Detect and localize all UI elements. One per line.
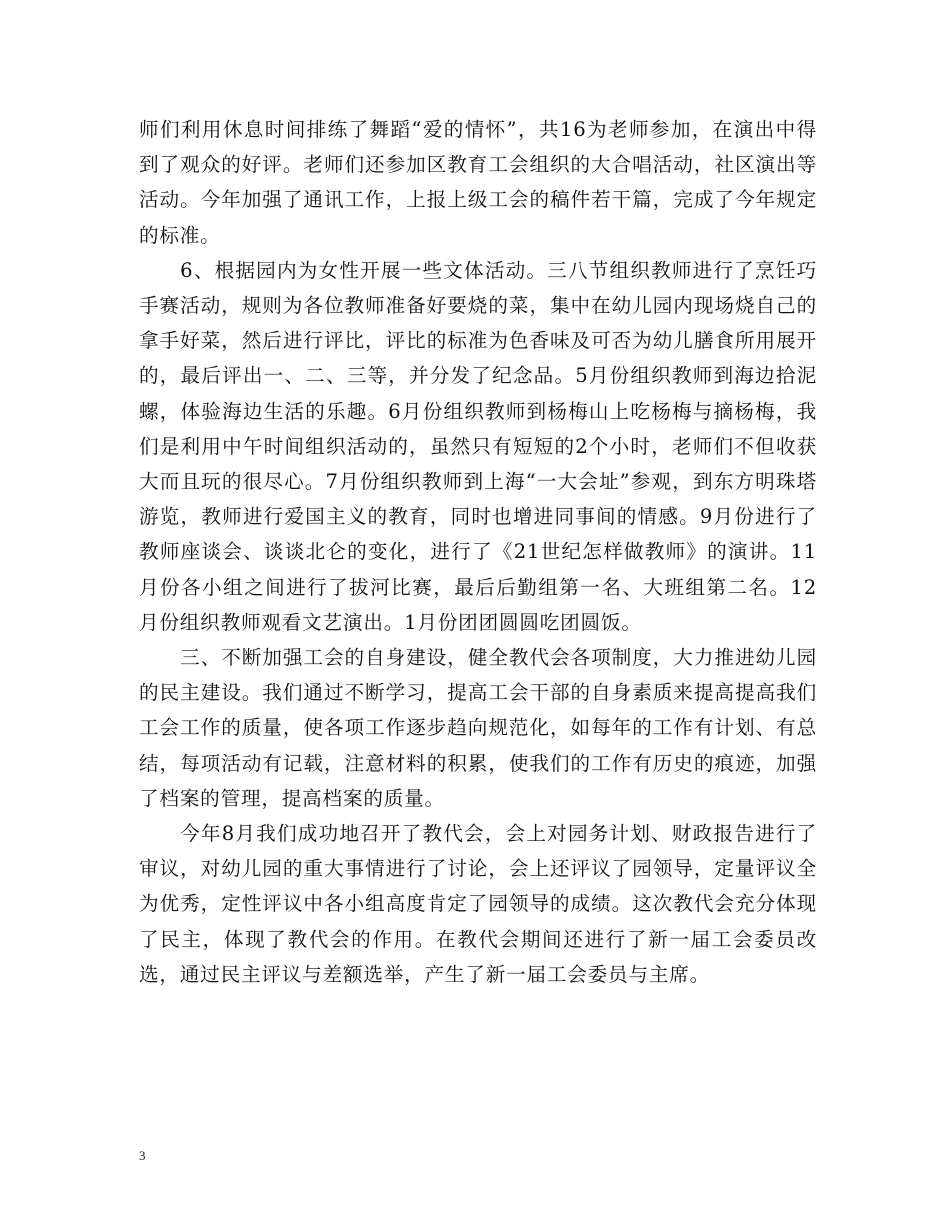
paragraph-3: 三、不断加强工会的自身建设，健全教代会各项制度，大力推进幼儿园的民主建设。我们通过不断学习，提高工会干部的自身素质来提高提高我们工会工作的质量，使各项工作逐步趋向规范化，如每年的工作有计划、有总结，每项活动有记载，注意材料的积累，使我们的工作有历史的痕迹，加强了档案的管理，提高档案的质量。 bbox=[139, 646, 817, 810]
paragraph-2: 6、根据园内为女性开展一些文体活动。三八节组织教师进行了烹饪巧手赛活动，规则为各位教师准备好要烧的菜，集中在幼儿园内现场烧自己的拿手好菜，然后进行评比，评比的标准为色香味及可否为幼儿膳食所用展开的，最后评出一、二、三等，并分发了纪念品。5月份组织教师到海边拾泥螺，体验海边生活的乐趣。6月份组织教师到杨梅山上吃杨梅与摘杨梅，我们是利用中午时间组织活动的，虽然只有短短的2个小时，老师们不但收获大而且玩的很尽心。7月份组织教师到上海“一大会址”参观，到东方明珠塔游览，教师进行爱国主义的教育，同时也增进同事间的情感。9月份进行了教师座谈会、谈谈北仑的变化，进行了《21世纪怎样做教师》的演讲。11月份各小组之间进行了拔河比赛，最后后勤组第一名、大班组第二名。12月份组织教师观看文艺演出。1月份团团圆圆吃团圆饭。 bbox=[139, 258, 817, 634]
page-number: 3 bbox=[139, 1148, 146, 1163]
document-body bbox=[139, 112, 817, 992]
paragraph-4: 今年8月我们成功地召开了教代会，会上对园务计划、财政报告进行了审议，对幼儿园的重大事情进行了讨论，会上还评议了园领导，定量评议全为优秀，定性评议中各小组高度肯定了园领导的成绩。这次教代会充分体现了民主，体现了教代会的作用。在教代会期间还进行了新一届工会委员改选，通过民主评议与差额选举，产生了新一届工会委员与主席。 bbox=[139, 822, 817, 986]
paragraph-1: 师们利用休息时间排练了舞蹈“爱的情怀”，共16为老师参加，在演出中得到了观众的好评。老师们还参加区教育工会组织的大合唱活动，社区演出等活动。今年加强了通讯工作，上报上级工会的稿件若干篇，完成了今年规定的标准。 bbox=[139, 118, 817, 247]
